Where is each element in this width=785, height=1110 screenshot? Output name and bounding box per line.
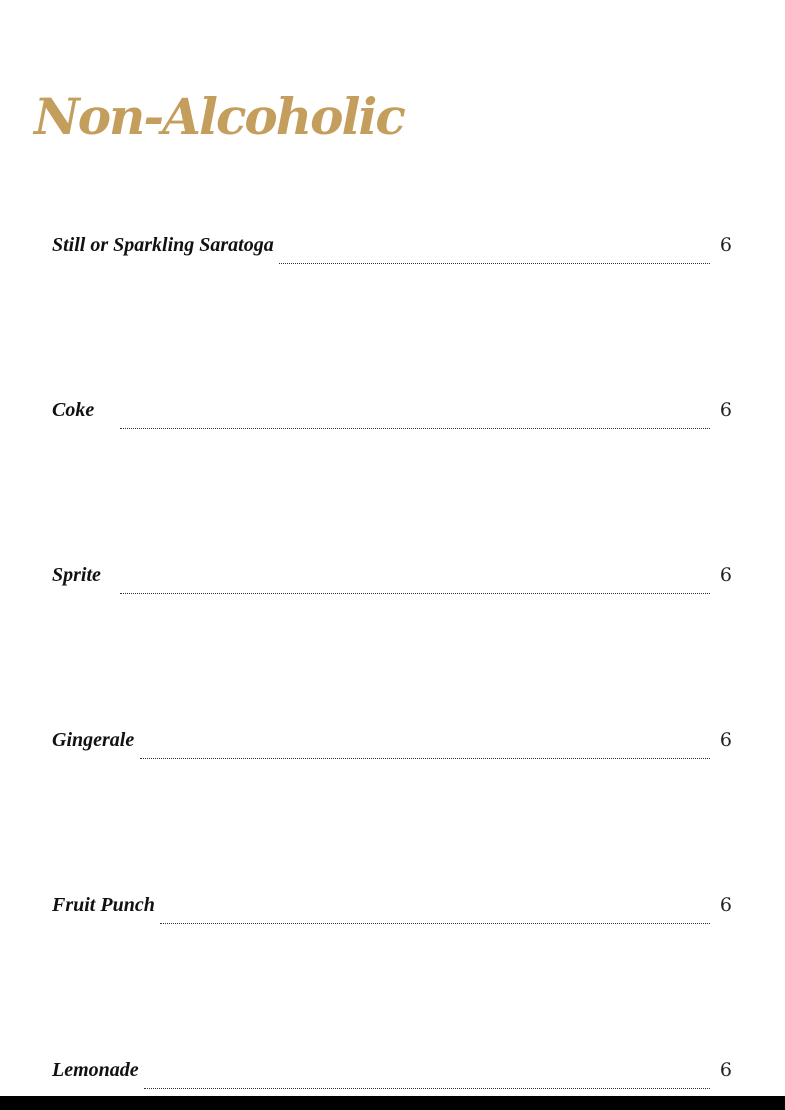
dotted-leader [140,758,710,759]
bottom-bar [0,1096,785,1110]
menu-item-name: Coke [52,399,95,421]
dotted-leader [144,1088,710,1089]
menu-item-price: 6 [719,894,732,916]
menu-item-price: 6 [719,234,732,256]
menu-item-price: 6 [719,399,732,421]
dotted-leader [160,923,710,924]
menu-item-name: Sprite [52,564,101,586]
menu-item [52,728,734,762]
menu-item [52,233,734,267]
menu-item [52,1058,734,1092]
menu-item-price: 6 [719,729,732,751]
menu-item-name: Fruit Punch [52,894,155,916]
menu-item [52,563,734,597]
menu-item [52,893,734,927]
dotted-leader [279,263,710,264]
menu-item-name: Lemonade [52,1059,139,1081]
dotted-leader [120,593,710,594]
menu-item-price: 6 [719,1059,732,1081]
menu-item-name: Gingerale [52,729,135,751]
dotted-leader [120,428,710,429]
menu-item-name: Still or Sparkling Saratoga [52,234,274,256]
menu-item-price: 6 [719,564,732,586]
menu-item [52,398,734,432]
page-title: Non-Alcoholic [34,87,404,146]
